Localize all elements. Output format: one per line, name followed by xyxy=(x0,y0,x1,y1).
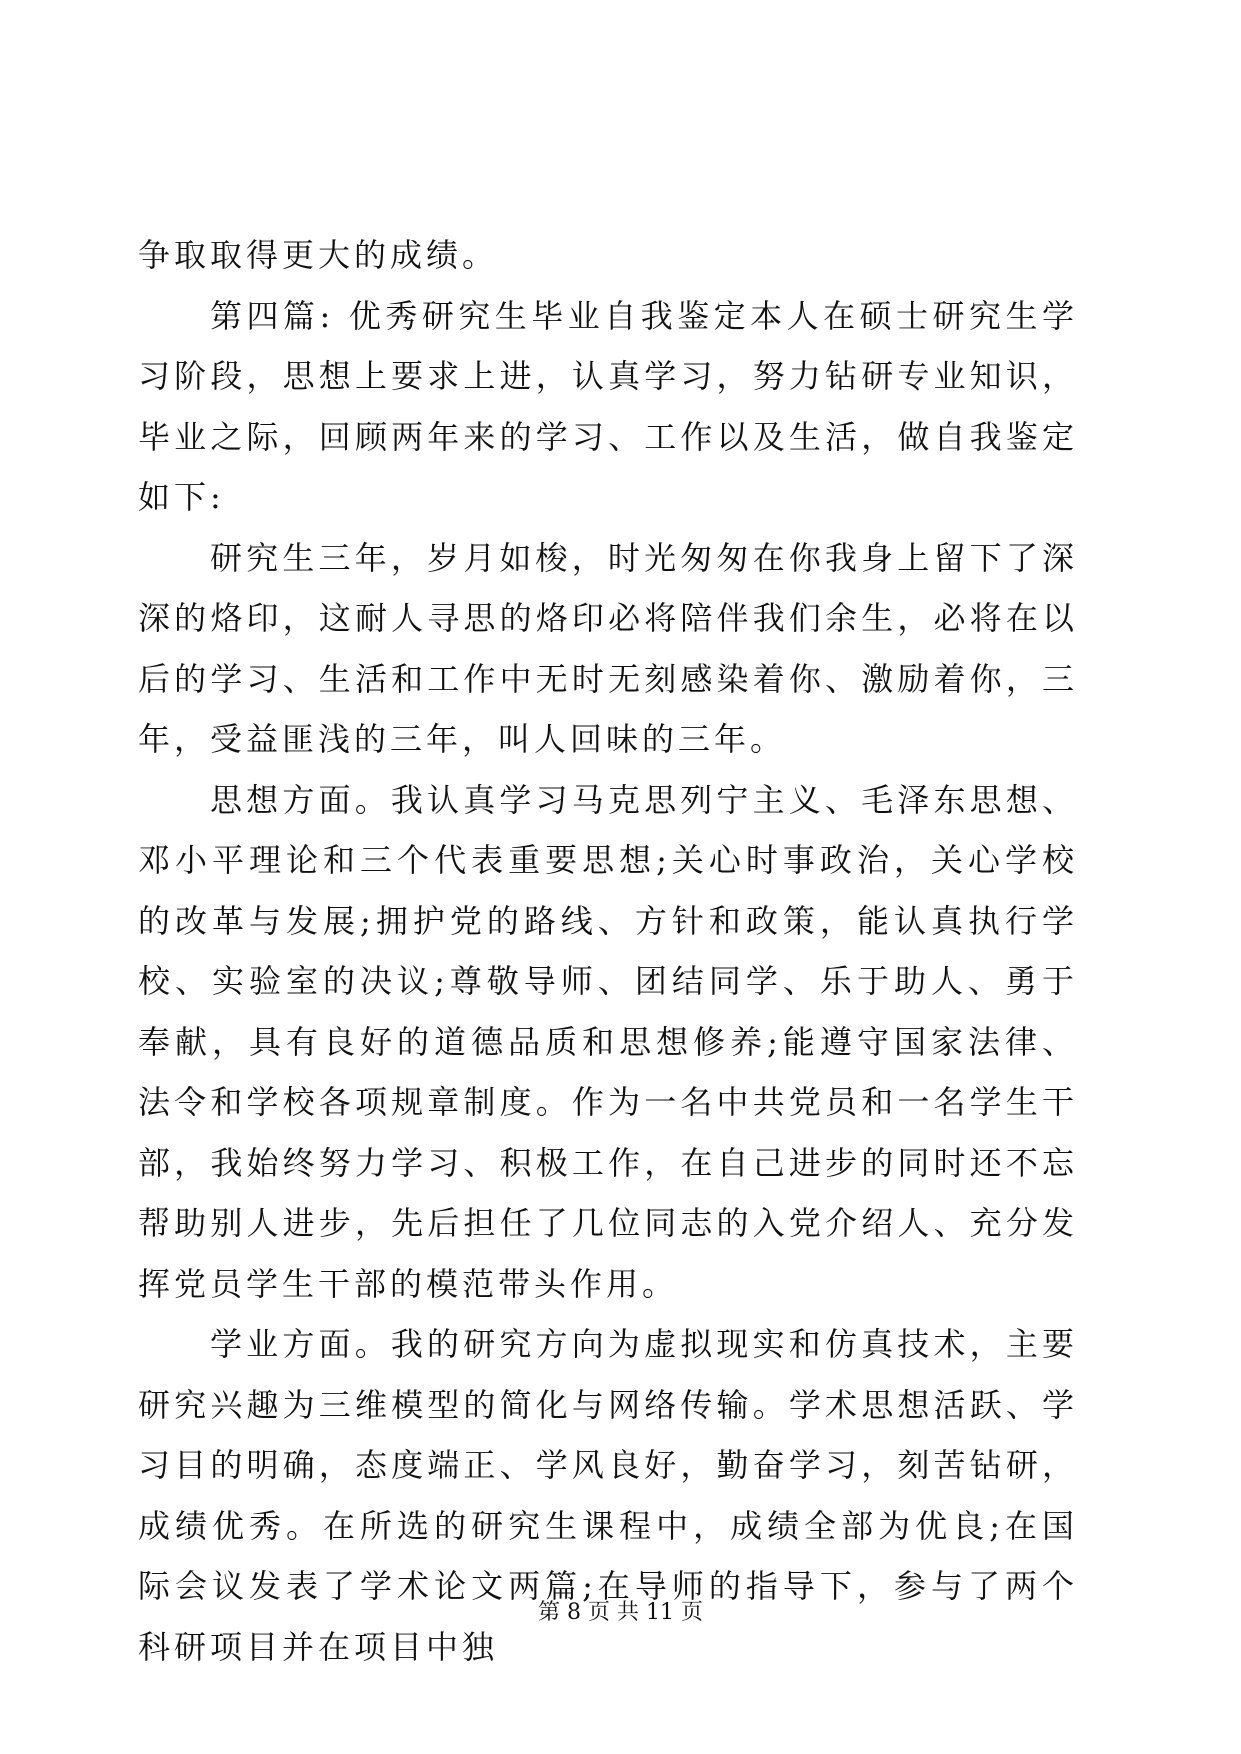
paragraph-section-four-intro: 第四篇: 优秀研究生毕业自我鉴定本人在硕士研究生学习阶段，思想上要求上进，认真学习，努力钻研专业知识，毕业之际，回顾两年来的学习、工作以及生活，做自我鉴定如下: xyxy=(138,296,1078,516)
paragraph-ideology: 思想方面。我认真学习马克思列宁主义、毛泽东思想、邓小平理论和三个代表重要思想;关心时事政治，关心学校的改革与发展;拥护党的路线、方针和政策，能认真执行学校、实验室的决议;尊敬导师、团结同学、乐于助人、勇于奉献，具有良好的道德品质和思想修养;能遵守国家法律、法令和学校各项规章制度。作为一名中共党员和一名学生干部，我始终努力学习、积极工作，在自己进步的同时还不忘帮助别人进步，先后担任了几位同志的入党介绍人、充分发挥党员学生干部的模范带头作用。 xyxy=(138,780,1078,1303)
paragraph-continuation: 争取取得更大的成绩。 xyxy=(138,236,499,274)
paragraph-three-years: 研究生三年，岁月如梭，时光匆匆在你我身上留下了深深的烙印，这耐人寻思的烙印必将陪伴我们余生，必将在以后的学习、生活和工作中无时无刻感染着你、激励着你，三年，受益匪浅的三年，叫人回味的三年。 xyxy=(138,538,1078,758)
paragraph-academics: 学业方面。我的研究方向为虚拟现实和仿真技术，主要研究兴趣为三维模型的简化与网络传输。学术思想活跃、学习目的明确，态度端正、学风良好，勤奋学习，刻苦钻研，成绩优秀。在所选的研究生课程中，成绩全部为优良;在国际会议发表了学术论文两篇;在导师的指导下，参与了两个科研项目并在项目中独 xyxy=(138,1325,1078,1666)
document-body xyxy=(138,225,1078,1677)
page-number-footer: 第 8 页 共 11 页 xyxy=(538,1600,703,1625)
